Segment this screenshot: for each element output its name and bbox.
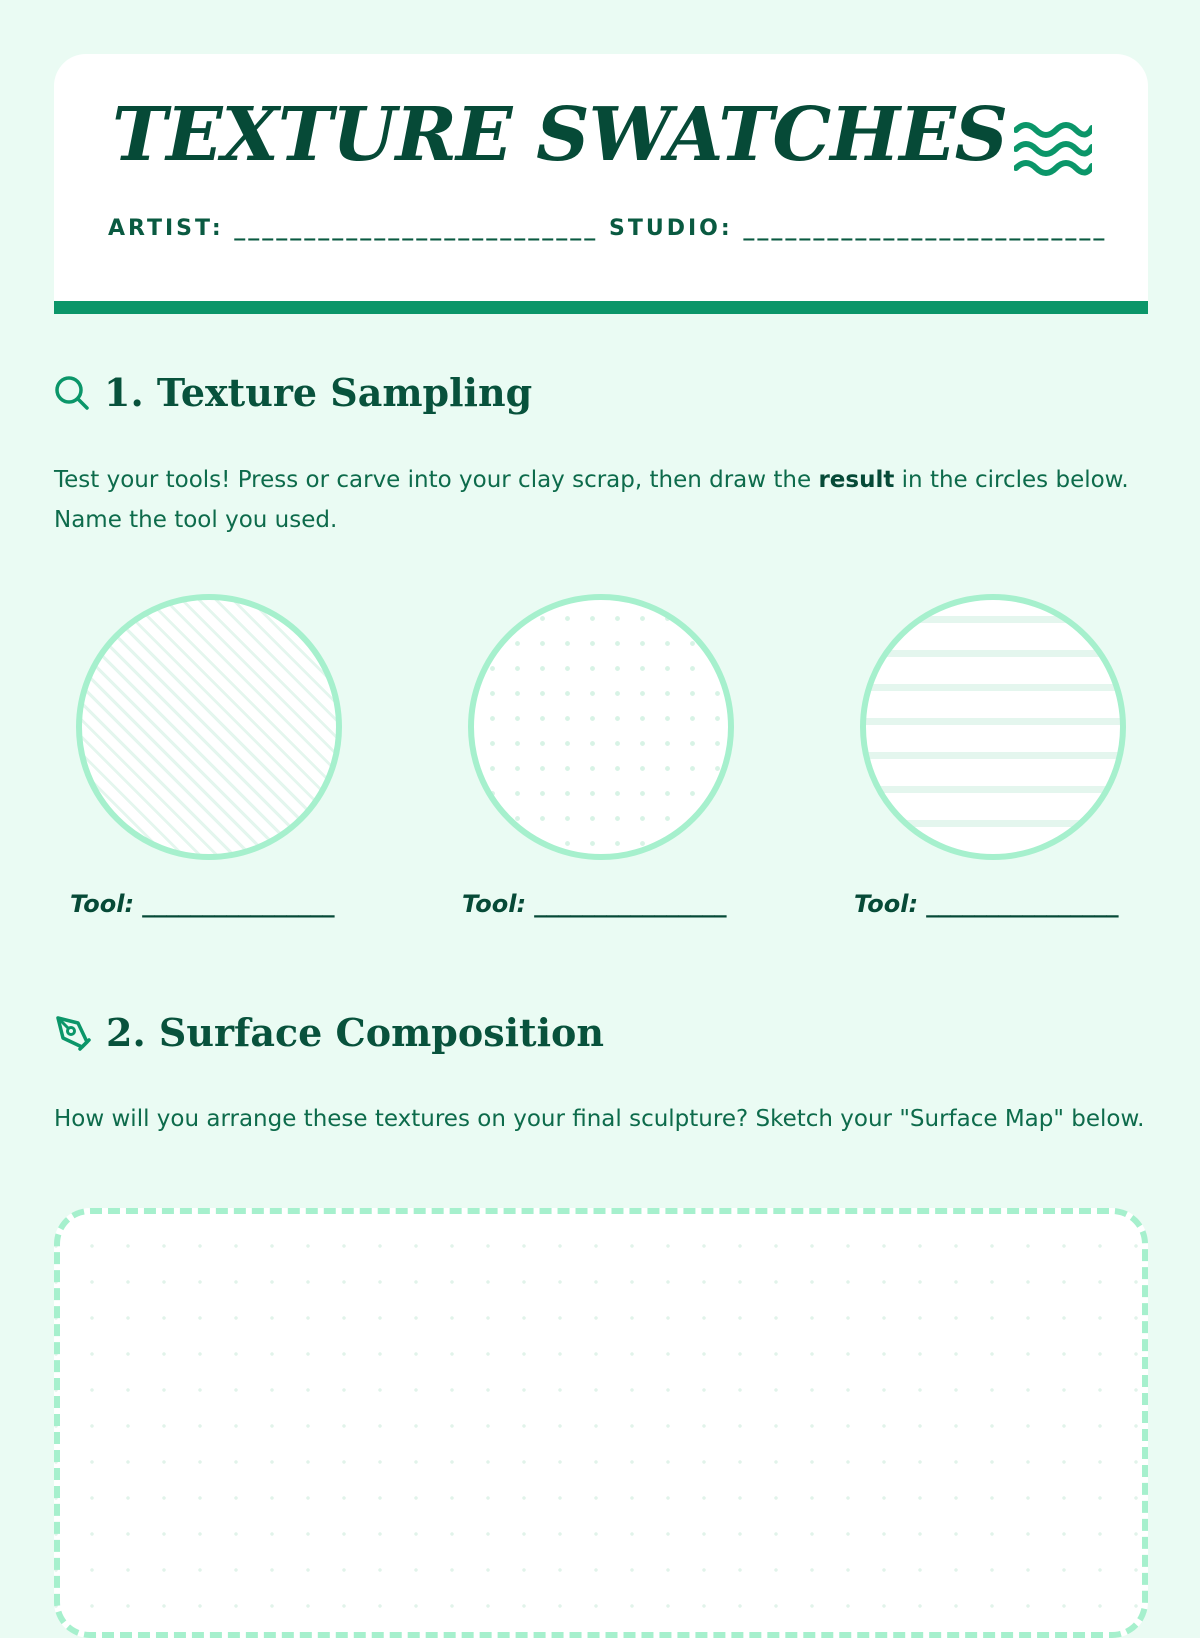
page-title: TEXTURE SWATCHES: [112, 92, 1008, 178]
swatch-circle-2[interactable]: [468, 594, 734, 860]
surface-map-sketch-area[interactable]: [54, 1208, 1148, 1638]
tool-label-2: Tool: ________________: [462, 890, 727, 918]
swatch-circle-1[interactable]: [76, 594, 342, 860]
section-2-title: 2. Surface Composition: [106, 1010, 605, 1055]
section-1-instructions: [54, 460, 1148, 540]
artist-field: ARTIST: __________________________: [108, 216, 599, 241]
instructions-text-end: in the circles below. Name the tool you used.: [54, 467, 1129, 533]
section-1-heading: [54, 370, 532, 415]
tool-label-1: Tool: ________________: [70, 890, 335, 918]
search-icon: [54, 375, 90, 411]
section-1-title: 1. Texture Sampling: [104, 370, 533, 415]
section-2-instructions: How will you arrange these textures on your final sculpture? Sketch your "Surface Map" below.: [54, 1106, 1145, 1132]
tool-label-3: Tool: ________________: [854, 890, 1119, 918]
pen-tool-icon: [54, 1014, 92, 1052]
header-card: [54, 54, 1148, 314]
instructions-bold-word: result: [818, 467, 895, 493]
waves-icon: [1014, 120, 1092, 178]
studio-field: STUDIO: __________________________: [609, 216, 1108, 241]
instructions-text-start: Test your tools! Press or carve into your clay scrap, then draw the: [54, 467, 819, 493]
section-2-heading: [54, 1010, 604, 1055]
swatch-circle-3[interactable]: [860, 594, 1126, 860]
